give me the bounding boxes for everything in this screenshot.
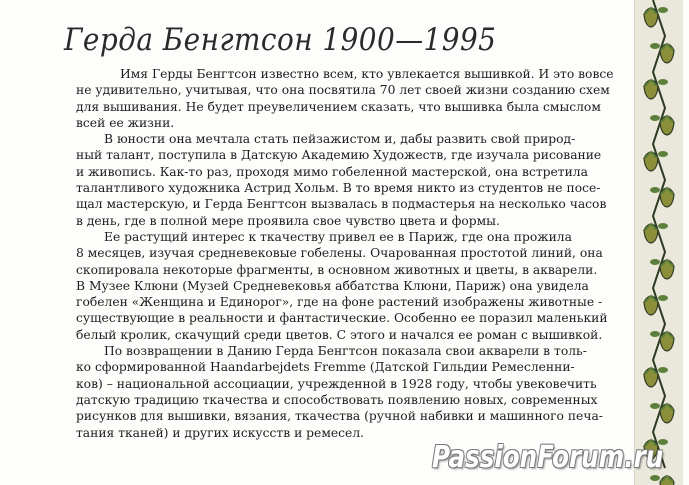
leaf-bud-icon (650, 475, 674, 485)
text-line: для вышивания. Не будет преувеличением сказать, что вышивка была смыслом (76, 99, 601, 114)
text-line: По возвращении в Данию Герда Бенгтсон показала свои акварели в толь- (104, 344, 587, 359)
text-line: всей ее жизни. (76, 115, 175, 130)
text-line: рисунков для вышивки, вязания, ткачества (ручной набивки и машинного печа- (76, 409, 603, 424)
text-line: ный талант, поступила в Датскую Академию Художеств, где изучала рисование (76, 148, 602, 163)
text-line: существующие в реальности и фантастические. Особенно ее поразил маленький (76, 311, 608, 326)
paragraph-1 (76, 66, 614, 131)
paragraph-2 (76, 131, 607, 229)
text-line: В юности она мечтала стать пейзажистом и, дабы развить свой природ- (104, 132, 576, 147)
watermark-logo: PassionForum.ru (432, 440, 664, 475)
article-body (76, 66, 614, 441)
text-line: Имя Герды Бенгтсон известно всем, кто увлекается вышивкой. И это вовсе (120, 67, 614, 81)
embroidery-border (634, 0, 683, 485)
text-line: В Музее Клюни (Музей Средневековья аббатства Клюни, Париж) она увидела (76, 278, 589, 293)
text-line: щал мастерскую, и Герда Бенгтсон вызвалась в подмастерья на несколько часов (76, 197, 607, 212)
text-line: и живопись. Как-то раз, проходя мимо гобеленной мастерской, она встретила (76, 164, 588, 179)
text-line: в день, где в полной мере проявила свое чувство цвета и формы. (76, 213, 500, 228)
text-line: ко сформированной Haandarbejdets Fremme (Датской Гильдии Ремесленни- (76, 360, 575, 375)
paragraph-3 (76, 229, 608, 343)
page-title: Герда Бенгтсон 1900—1995 (64, 22, 497, 58)
text-line: 8 месяцев, изучая средневековые гобелены. Очарованная простотой линий, она (76, 246, 603, 261)
text-line: белый кролик, скачущий среди цветов. С этого и начался ее роман с вышивкой. (76, 327, 603, 342)
text-line: Ее растущий интерес к ткачеству привел ее в Париж, где она прожила (104, 229, 572, 244)
paragraph-4 (76, 343, 604, 441)
text-line: талантливого художника Астрид Хольм. В то время никто из студентов не посе- (76, 181, 601, 196)
text-line: датскую традицию ткачества и способствовать появлению новых, современных (76, 392, 598, 407)
text-line: тания тканей) и других искусств и ремесел. (76, 425, 365, 440)
text-line: скопировала некоторые фрагменты, в основном животных и цветы, в акварели. (76, 262, 598, 277)
text-line: не удивительно, учитывая, что она посвятила 70 лет своей жизни созданию схем (76, 83, 610, 98)
text-line: гобелен «Женщина и Единорог», где на фоне растений изображены животные - (76, 295, 603, 310)
text-line: ков) – национальной ассоциации, учрежденной в 1928 году, чтобы увековечить (76, 376, 597, 391)
vine-ornament (635, 0, 683, 485)
